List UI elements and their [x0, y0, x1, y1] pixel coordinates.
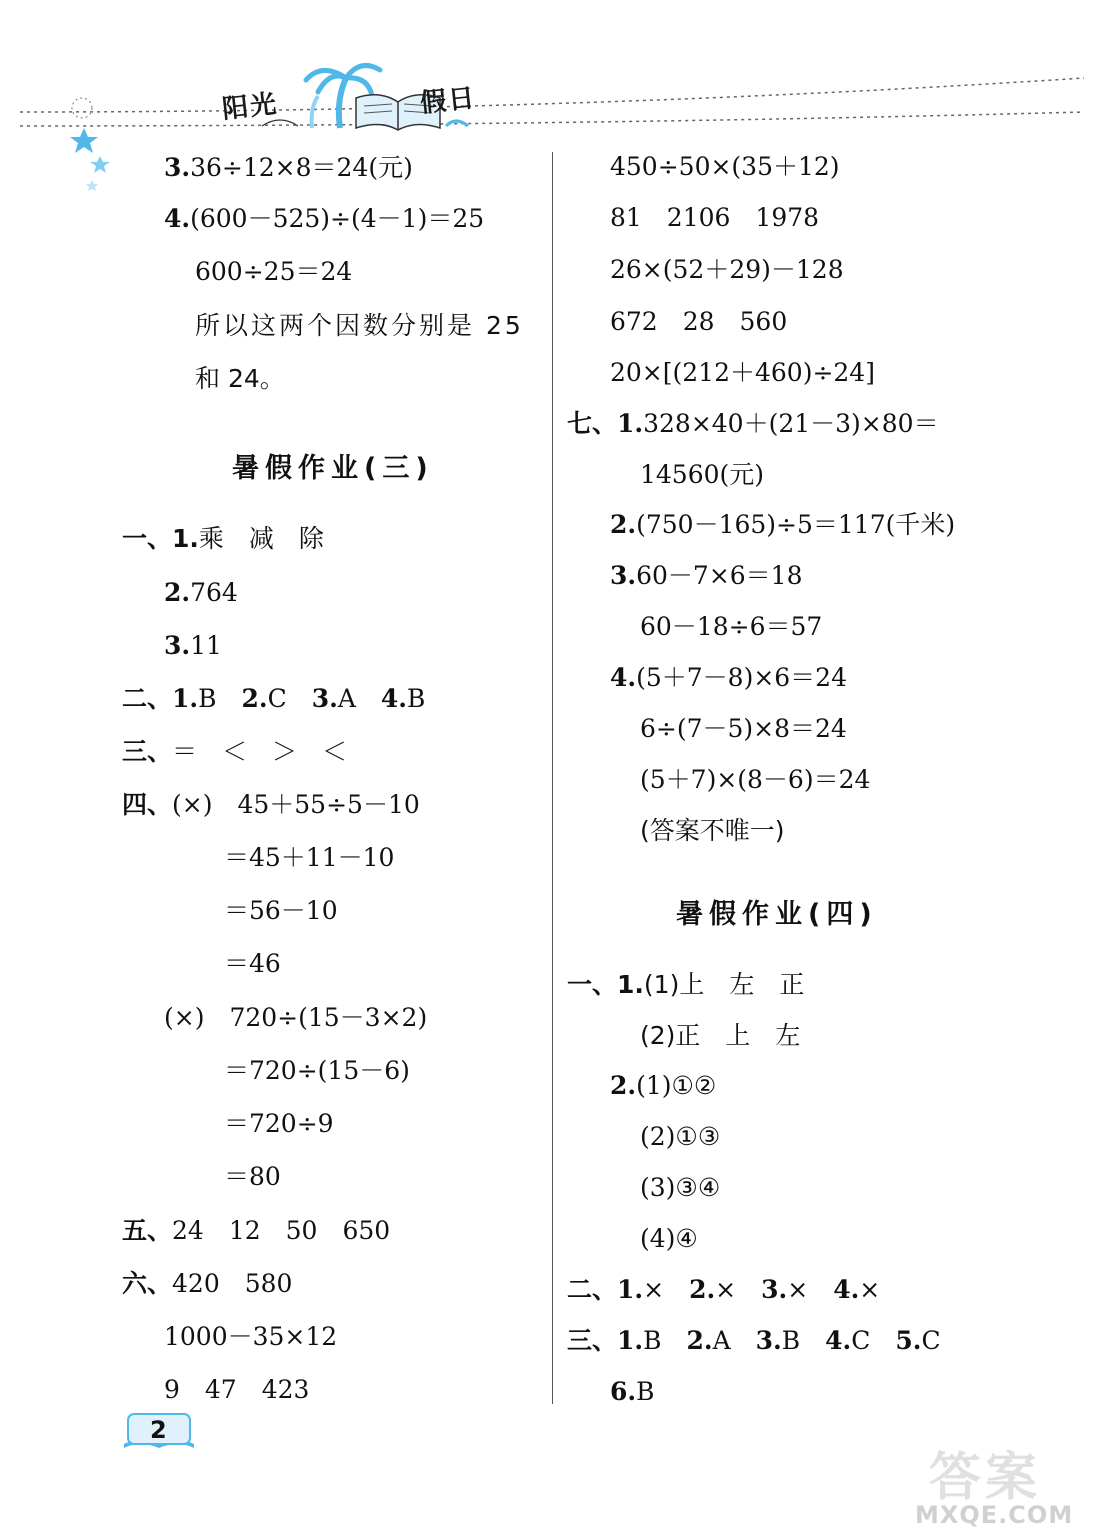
answer-line: 2.764 [164, 578, 238, 607]
answer-line: ＝45＋11－10 [224, 843, 395, 872]
answer-line: 3.11 [164, 631, 222, 660]
answer-line: 所以这两个因数分别是 25 [195, 311, 524, 340]
answer-line: (4)④ [640, 1224, 698, 1253]
answer-line: 一、1.(1)上 左 正 [567, 970, 805, 999]
answer-line: 和 24。 [195, 364, 285, 393]
answer-line: ＝720÷(15－6) [224, 1056, 410, 1085]
page-number-badge [122, 1412, 196, 1450]
logo-text-right: 假日 [418, 83, 478, 119]
answer-line: (5＋7)×(8－6)＝24 [640, 765, 871, 794]
answer-line: 672 28 560 [610, 307, 788, 336]
page-number: 2 [150, 1416, 167, 1444]
star-icon [70, 128, 98, 153]
answer-line: 600÷25＝24 [195, 257, 353, 286]
answer-line: 3.60－7×6＝18 [610, 561, 803, 590]
answer-line: 450÷50×(35＋12) [610, 152, 840, 181]
star-icon [90, 156, 110, 173]
answer-line: 4.(5＋7－8)×6＝24 [610, 663, 847, 692]
watermark [915, 1435, 1095, 1531]
answer-line: 二、1.B 2.C 3.A 4.B [122, 684, 426, 713]
answer-line: 七、1.328×40＋(21－3)×80＝ [567, 409, 939, 438]
logo-text-left: 阳光 [220, 89, 280, 125]
answer-line: 三、1.B 2.A 3.B 4.C 5.C [567, 1326, 941, 1355]
answer-line: (2)①③ [640, 1122, 721, 1151]
answer-line: 4.(600－525)÷(4－1)＝25 [164, 204, 485, 233]
answer-line: 2.(1)①② [610, 1071, 717, 1100]
star-icon [86, 180, 98, 191]
answer-line: 20×[(212＋460)÷24] [610, 358, 875, 387]
answer-line: 二、1.× 2.× 3.× 4.× [567, 1275, 881, 1304]
answer-line: 3.36÷12×8＝24(元) [164, 153, 413, 182]
column-divider [552, 152, 553, 1404]
answer-line: 26×(52＋29)－128 [610, 255, 844, 284]
answer-line: 9 47 423 [164, 1375, 310, 1404]
answer-line: 1000－35×12 [164, 1322, 338, 1351]
answer-line: (答案不唯一) [640, 816, 785, 845]
answer-line: 五、24 12 50 650 [122, 1216, 391, 1245]
watermark-url: MXQE.COM [915, 1501, 1074, 1529]
answer-line: 6.B [610, 1377, 655, 1406]
watermark-logo: 答案 [929, 1448, 1042, 1508]
answer-line: (3)③④ [640, 1173, 721, 1202]
answer-line: 81 2106 1978 [610, 203, 820, 232]
answer-line: 一、1.乘 减 除 [122, 524, 324, 553]
answer-line: (×) 720÷(15－3×2) [164, 1003, 428, 1032]
answer-line: 60－18÷6＝57 [640, 612, 823, 641]
section-title: 暑假作业(四) [676, 899, 878, 930]
answer-line: 14560(元) [640, 460, 765, 489]
answer-line: 三、＝ ＜ ＞ ＜ [122, 737, 348, 766]
answer-line: 六、420 580 [122, 1269, 293, 1298]
answer-line: ＝46 [224, 949, 281, 978]
answer-line: ＝720÷9 [224, 1109, 334, 1138]
answer-line: 6÷(7－5)×8＝24 [640, 714, 847, 743]
answer-line: (2)正 上 左 [640, 1021, 801, 1050]
answer-line: ＝80 [224, 1162, 281, 1191]
answer-line: ＝56－10 [224, 896, 338, 925]
answer-line: 四、(×) 45＋55÷5－10 [122, 790, 420, 819]
section-title: 暑假作业(三) [232, 453, 434, 484]
answer-line: 2.(750－165)÷5＝117(千米) [610, 510, 956, 539]
